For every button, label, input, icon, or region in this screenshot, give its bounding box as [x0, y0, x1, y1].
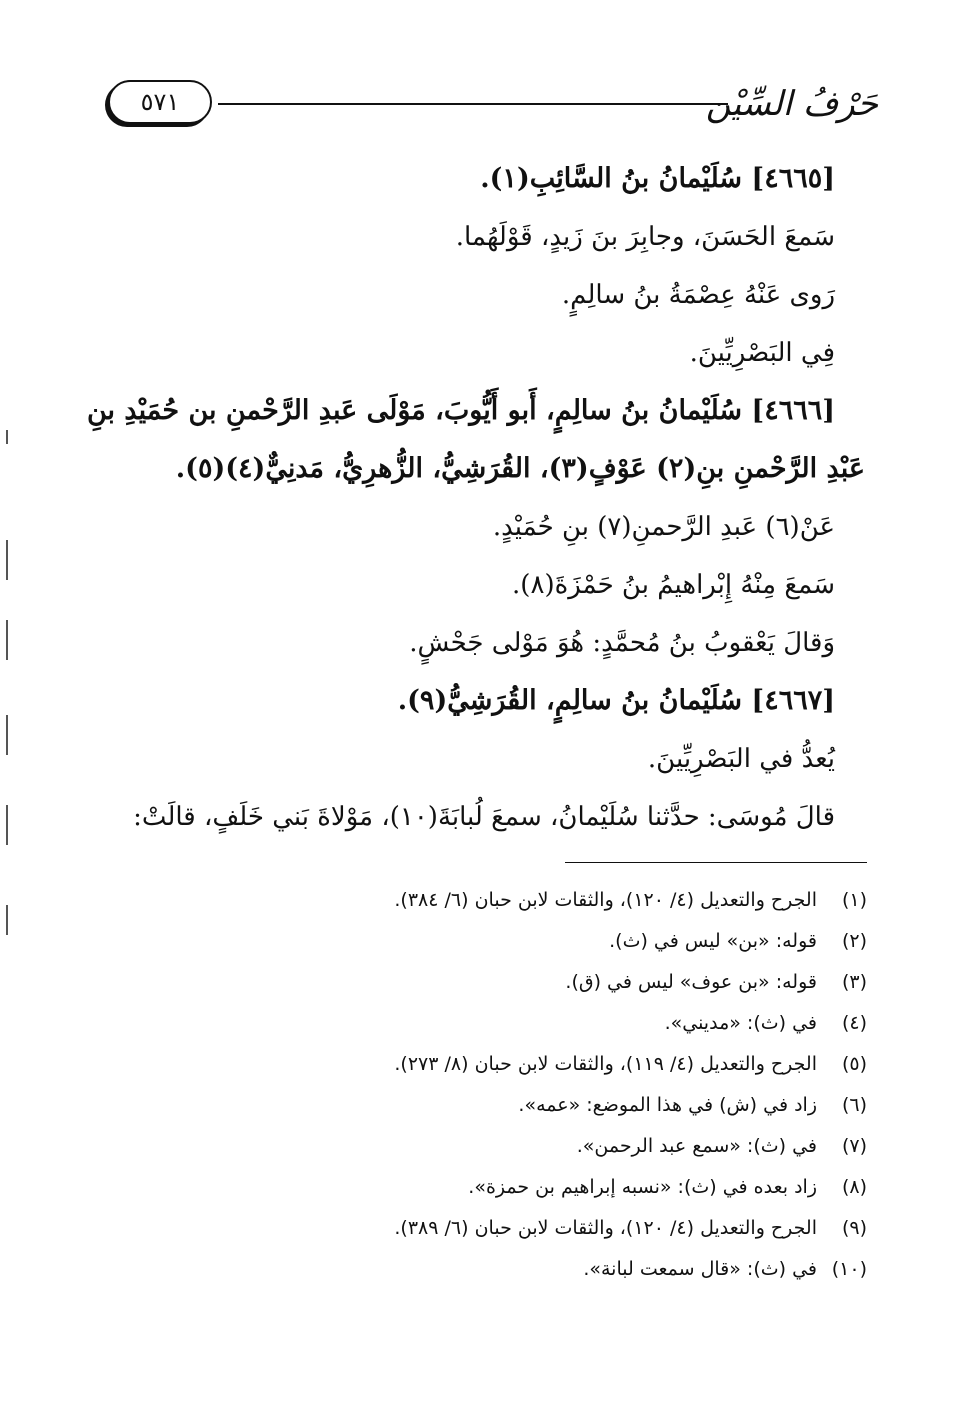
footnote-item	[147, 962, 867, 1003]
footnote-item	[147, 1085, 867, 1126]
footnote-text: زاد بعده في (ث): «نسبه إبراهيم بن حمزة».	[468, 1176, 817, 1198]
page-header	[108, 78, 878, 138]
scan-margin-mark	[6, 905, 8, 935]
footnote-item	[147, 1249, 867, 1290]
scan-margin-mark	[6, 715, 8, 755]
footnote-number: (٨)	[841, 1176, 867, 1198]
footnote-text: في (ث): «سمع عبد الرحمن».	[576, 1135, 817, 1157]
footnote-item	[147, 1044, 867, 1085]
footnote-item	[147, 921, 867, 962]
text-line: يُعدُّ في البَصْرِيِّينَ.	[647, 744, 835, 774]
text-line: سَمعَ مِنْهُ إِبْراهيمُ بنُ حَمْزَةَ(٨).	[512, 570, 835, 600]
footnote-item	[147, 1003, 867, 1044]
footnote-number: (٩)	[841, 1217, 867, 1239]
scan-margin-mark	[6, 620, 8, 660]
footnote-item	[147, 1126, 867, 1167]
main-text	[86, 150, 865, 846]
text-line: قالَ مُوسَى: حدَّثنا سُلَيْمانُ، سمعَ لُبابَةَ(١٠)، مَوْلاةَ بَني خَلَفٍ، قالَتْ:	[133, 802, 835, 832]
entry-heading-4667: [٤٦٦٧] سُلَيْمانُ بنُ سالِمٍ، القُرَشِيُّ(٩).	[397, 685, 835, 716]
footnote-number: (٢)	[841, 930, 867, 952]
header-rule	[218, 103, 728, 105]
text-line: عَنْ(٦) عَبدِ الرَّحمنِ(٧) بنِ حُمَيْدٍ.	[492, 512, 835, 542]
footnote-number: (١٠)	[831, 1258, 867, 1280]
footnote-number: (٤)	[841, 1012, 867, 1034]
entry-heading-4665: [٤٦٦٥] سُلَيْمانُ بنُ السَّائِبِ(١).	[480, 163, 835, 194]
footnote-number: (٥)	[841, 1053, 867, 1075]
footnote-item	[147, 880, 867, 921]
text-line: رَوى عَنْهُ عِصْمَةُ بنُ سالِمٍ.	[561, 280, 835, 310]
footnote-divider	[565, 862, 867, 863]
footnote-text: قوله: «بن» ليس في (ث).	[609, 930, 817, 952]
footnote-text: في (ث): «قال سمعت لبانة».	[583, 1258, 817, 1280]
footnote-item	[147, 1208, 867, 1249]
scan-margin-mark	[6, 430, 8, 444]
page-number: ٥٧١	[108, 80, 212, 124]
text-line: فِي البَصْرِيِّينَ.	[689, 338, 835, 368]
scan-margin-mark	[6, 540, 8, 580]
footnote-number: (٦)	[841, 1094, 867, 1116]
footnote-text: الجرح والتعديل (٤/ ١٢٠)، والثقات لابن حبان (٦/ ٣٨٤).	[394, 889, 817, 911]
footnote-text: الجرح والتعديل (٤/ ١١٩)، والثقات لابن حبان (٨/ ٢٧٣).	[394, 1053, 817, 1075]
footnote-number: (٣)	[841, 971, 867, 993]
entry-heading-4666: [٤٦٦٦] سُلَيْمانُ بنُ سالِمٍ، أَبو أَيُّوبَ، مَوْلَى عَبدِ الرَّحْمنِ بن حُمَيْدِ بنِ	[86, 395, 835, 426]
footnote-text: الجرح والتعديل (٤/ ١٢٠)، والثقات لابن حبان (٦/ ٣٨٩).	[394, 1217, 817, 1239]
footnote-text: في (ث): «مديني».	[664, 1012, 817, 1034]
text-line: سَمعَ الحَسَنَ، وجابِرَ بنَ زَيدٍ، قَوْلَهُما.	[455, 222, 835, 252]
text-line: وَقالَ يَعْقوبُ بنُ مُحمَّدٍ: هُوَ مَوْلى جَحْشٍ.	[409, 628, 835, 658]
footnote-number: (١)	[841, 889, 867, 911]
chapter-title: حَرْفُ السِّيْن	[705, 84, 878, 124]
footnote-text: زاد في (ش) في هذا الموضع: «عمه».	[518, 1094, 817, 1116]
entry-heading-4666-continued: عَبْدِ الرَّحْمنِ بنِ(٢) عَوْفٍ(٣)، القُرَشِيُّ، الزُّهرِيُّ، مَدنِيٌّ(٤)(٥).	[175, 453, 865, 484]
footnote-item	[147, 1167, 867, 1208]
footnotes	[147, 880, 867, 1290]
footnote-number: (٧)	[841, 1135, 867, 1157]
scan-margin-mark	[6, 805, 8, 845]
footnote-text: قوله: «بن عوف» ليس في (ق).	[565, 971, 817, 993]
